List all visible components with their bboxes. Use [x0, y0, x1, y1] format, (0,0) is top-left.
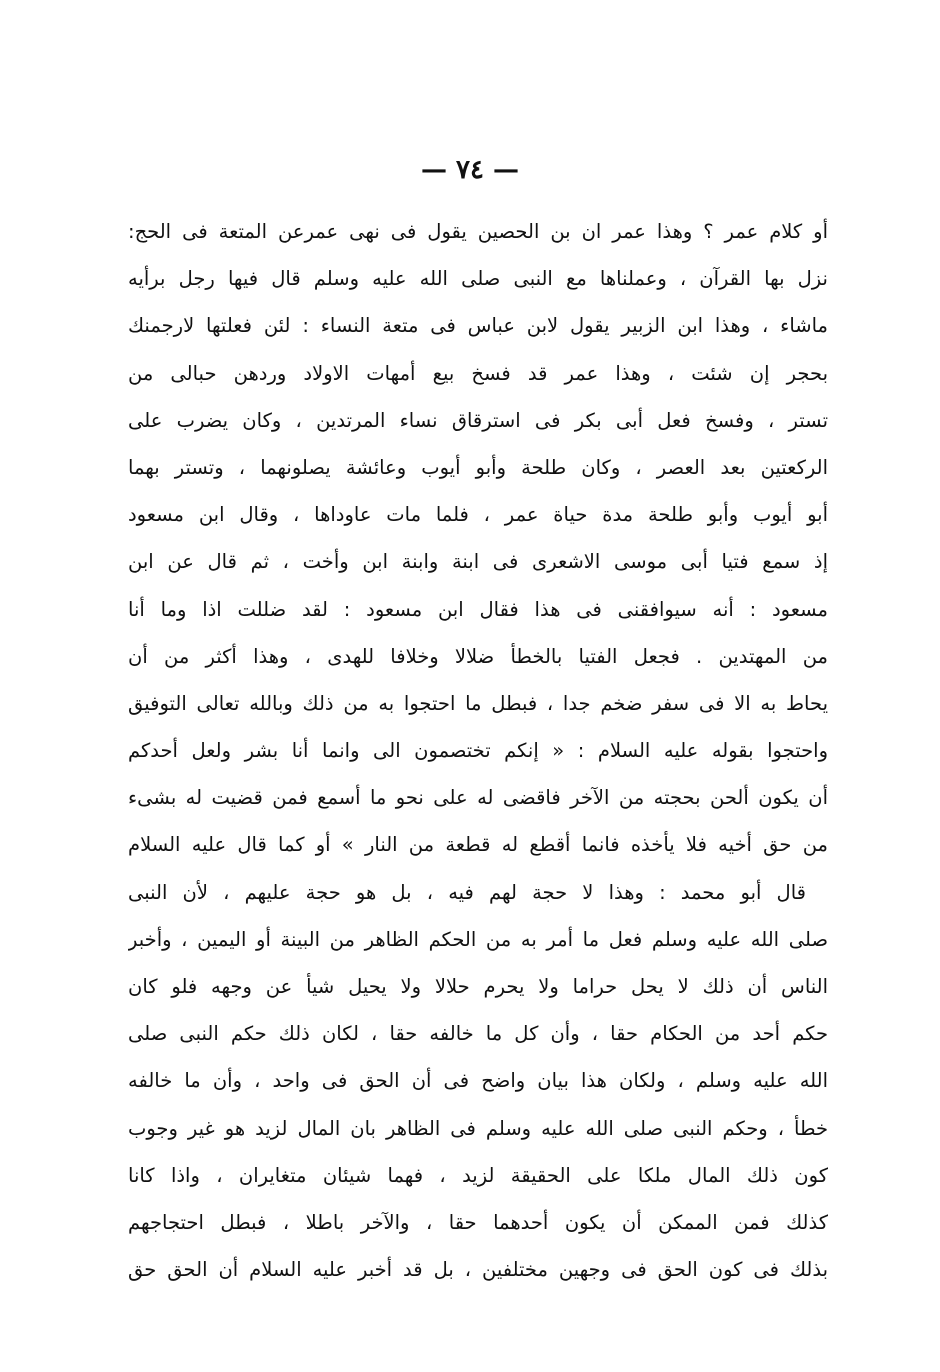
text-line: الركعتين بعد العصر ، وكان طلحة وأبو أيوب وعائشة يصلونهما ، وتستر بهما: [128, 455, 828, 479]
text-line: من حق أخيه فلا يأخذه فانما أقطع له قطعة من النار » أو كما قال عليه السلام: [128, 833, 828, 857]
text-line: ماشاء ، وهذا ابن الزبير يقول لابن عباس فى متعة النساء : لئن فعلتها لارجمنك: [128, 314, 828, 338]
text-line: أبو أيوب وأبو طلحة مدة حياة عمر ، فلما مات عاوداها ، وقال ابن مسعود: [128, 503, 828, 527]
text-line: يحاط به الا فى سفر ضخم جدا ، فبطل ما احتجوا به من ذلك وبالله تعالى التوفيق: [128, 691, 828, 715]
text-line: كذلك فمن الممكن أن يكون أحدهما حقا ، والآخر باطلا ، فبطل احتجاجهم: [128, 1210, 828, 1234]
text-line: مسعود : أنه سيوافقنى فى هذا فقال ابن مسعود : لقد ضللت اذا وما أنا: [128, 597, 828, 621]
text-line: أن يكون ألحن بحجته من الآخر فاقضى له على نحو ما أسمع فمن قضيت له بشىء: [128, 786, 828, 810]
page-number: — ٧٤ —: [420, 155, 520, 185]
text-line: حكم أحد من الحكام حقا ، وأن كل ما خالفه حقا ، لكان ذلك حكم النبى صلى: [128, 1022, 828, 1046]
text-line: الله عليه وسلم ، ولكان هذا بيان واضح فى أن الحق فى واحد ، وأن ما خالفه: [128, 1069, 828, 1093]
text-line: من المهتدين . فجعل الفتيا بالخطأ ضلالا وخلافا للهدى ، وهذا أكثر من أن: [128, 644, 828, 668]
text-line: بحجر إن شئت ، وهذا عمر قد فسخ بيع أمهات الاولاد وردهن حبالى من: [128, 361, 828, 385]
text-line: أو كلام عمر ؟ وهذا عمر ان بن الحصين يقول فى نهى عمرعن المتعة فى الحج:: [128, 220, 828, 243]
text-line: صلى الله عليه وسلم فعل ما أمر به من الحكم الظاهر من البينة أو اليمين ، وأخبر: [128, 927, 828, 951]
text-line: تستر ، وفسخ فعل أبى بكر فى استرقاق نساء المرتدين ، وكان يضرب على: [128, 408, 828, 432]
text-line: الناس أن ذلك لا يحل حراما ولا يحرم حلالا ولا يحيل شيأ عن وجهه فلو كان: [128, 975, 828, 998]
text-line: إذ سمع فتيا أبى موسى الاشعرى فى ابنة وابنة ابن وأخت ، ثم قال عن ابن: [128, 550, 828, 574]
text-line: خطأ ، وحكم النبى صلى الله عليه وسلم فى الظاهر بان المال لزيد هو غير وجوب: [128, 1116, 828, 1140]
text-line: واحتجوا بقوله عليه السلام : « إنكم تختصمون الى وانما أنا بشر ولعل أحدكم: [128, 739, 828, 763]
text-line: كون ذلك المال ملكا على الحقيقة لزيد ، فهما شيئان متغايران ، واذا كانا: [128, 1163, 828, 1187]
body-text: [128, 208, 828, 1293]
text-line: نزل بها القرآن ، وعملناها مع النبى صلى الله عليه وسلم قال فيها رجل برأيه: [128, 267, 828, 291]
paragraph-start-line: قال أبو محمد : وهذا لا حجة لهم فيه ، بل هو حجة عليهم ، لأن النبى: [128, 880, 806, 904]
text-line: بذلك فى كون الحق فى وجهين مختلفين ، بل قد أخبر عليه السلام أن الحق حق: [128, 1258, 828, 1282]
